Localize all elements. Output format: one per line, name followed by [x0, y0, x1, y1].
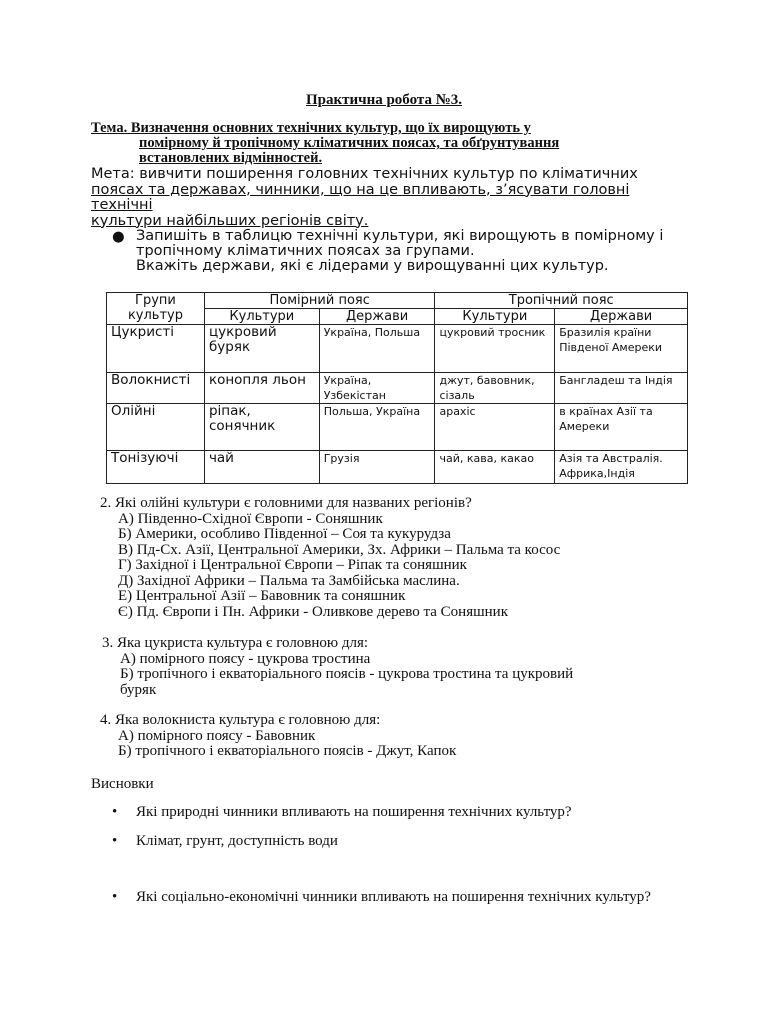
cell-tropical-states: Бангладеш та Індія	[555, 373, 688, 404]
cell-tropical-crops: чай, кава, какао	[435, 451, 555, 484]
question-4	[100, 713, 700, 760]
theme-line-2: помірному й тропічному кліматичних поясах, та обґрунтування	[139, 135, 560, 151]
conclusions-title: Висновки	[91, 776, 154, 792]
cell-temperate-states: Україна, Узбекістан	[319, 373, 435, 404]
question-2-option: А) Південно-Східної Європи - Соняшник	[118, 510, 383, 527]
cell-temperate-states: Польша, Україна	[319, 404, 435, 451]
bullet-icon: ●	[112, 229, 125, 245]
goal-line-2: поясах та державах, чинники, що на це впливають, з’ясувати головні технічні	[91, 181, 630, 213]
header-temperate-states: Держави	[319, 309, 435, 325]
conclusion-question-1: Які природні чинники впливають на поширення технічних культур?	[136, 804, 572, 820]
table-header-row	[107, 293, 688, 309]
bullet-icon: •	[112, 889, 118, 905]
conclusion-bullet-2	[112, 833, 672, 849]
header-tropical-states: Держави	[555, 309, 688, 325]
cell-temperate-crops: цукровий буряк	[204, 325, 319, 373]
question-2-option: Е) Центральної Азії – Бавовник та соняшник	[118, 588, 406, 604]
cell-group: Волокнисті	[107, 373, 205, 404]
task-1	[112, 229, 692, 274]
question-3-text: 3. Яка цукриста культура є головною для:	[102, 635, 369, 651]
theme-line-1: Тема. Визначення основних технічних культур, що їх вирощують у	[91, 120, 531, 136]
header-groups: Групи культур	[107, 293, 205, 325]
task-1-text: Запишіть в таблицю технічні культури, які вирощують в помірному і тропічному кліматичних поясах за групами.	[136, 228, 664, 259]
cell-group: Тонізуючі	[107, 451, 205, 484]
theme-heading	[91, 121, 691, 166]
cell-temperate-crops: ріпак, сонячник	[204, 404, 319, 451]
question-2-option: Г) Західної і Центральної Європи – Ріпак та соняшник	[118, 557, 467, 573]
header-tropical: Тропічний пояс	[435, 293, 688, 309]
table-row	[107, 451, 688, 484]
page-title: Практична робота №3.	[305, 92, 463, 108]
task-1-text-2: Вкажіть держави, які є лідерами у вирощуванні цих культур.	[136, 258, 609, 274]
cell-tropical-crops: джут, бавовник, сізаль	[435, 373, 555, 404]
conclusion-bullet-3	[112, 889, 672, 905]
bullet-icon: •	[112, 804, 118, 820]
question-2-option: Б) Америки, особливо Південної – Соя та кукурудза	[118, 526, 451, 542]
cell-temperate-states: Україна, Польша	[319, 325, 435, 373]
cell-tropical-crops: арахіс	[435, 404, 555, 451]
bullet-icon: •	[112, 833, 118, 849]
header-temperate-crops: Культури	[204, 309, 319, 325]
conclusion-question-2: Які соціально-економічні чинники впливають на поширення технічних культур?	[136, 889, 651, 905]
question-2-option: Є) Пд. Європи і Пн. Африки - Оливкове дерево та Соняшник	[118, 603, 508, 620]
table-row	[107, 373, 688, 404]
question-3-option-a: А) помірного поясу - цукрова тростина	[120, 650, 371, 667]
cell-tropical-states: в країнах Азії та Амереки	[555, 404, 688, 451]
cell-tropical-crops: цукровий тросник	[435, 325, 555, 373]
cell-temperate-crops: конопля льон	[204, 373, 319, 404]
question-4-option-b: Б) тропічного і екваторіального поясів - Джут, Капок	[118, 743, 457, 759]
cell-temperate-states: Грузія	[319, 451, 435, 484]
conclusion-bullet-1	[112, 804, 672, 820]
goal-line-3: культури найбільших регіонів світу.	[91, 212, 369, 229]
header-temperate: Помірний пояс	[204, 293, 435, 309]
question-3	[102, 636, 702, 698]
cell-tropical-states: Азія та Австралія. Африка,Індія	[555, 451, 688, 484]
table-row	[107, 325, 688, 373]
table-row	[107, 404, 688, 451]
theme-line-3: встановлених відмінностей.	[139, 150, 323, 166]
conclusion-answer-1: Клімат, грунт, доступність води	[136, 833, 338, 849]
question-4-text: 4. Яка волокниста культура є головною для:	[100, 712, 381, 728]
question-2-option: В) Пд-Сх. Азії, Центральної Америки, Зх. Африки – Пальма та косос	[118, 541, 561, 558]
crops-table	[106, 292, 688, 484]
question-2-option: Д) Західної Африки – Пальма та Замбійська маслина.	[118, 572, 460, 589]
cell-temperate-crops: чай	[204, 451, 319, 484]
goal-line-1: Мета: вивчити поширення головних технічних культур по кліматичних	[91, 166, 638, 182]
header-tropical-crops: Культури	[435, 309, 555, 325]
question-2	[100, 496, 700, 620]
question-3-option-b-cont: буряк	[120, 681, 157, 698]
question-4-option-a: А) помірного поясу - Бавовник	[118, 727, 316, 744]
cell-group: Цукристі	[107, 325, 205, 373]
cell-tropical-states: Бразилія країни Південої Амереки	[555, 325, 688, 373]
goal-paragraph	[91, 167, 691, 229]
cell-group: Олійні	[107, 404, 205, 451]
question-3-option-b: Б) тропічного і екваторіального поясів - цукрова тростина та цукровий	[120, 666, 574, 682]
question-2-text: 2. Які олійні культури є головними для названих регіонів?	[100, 495, 472, 511]
